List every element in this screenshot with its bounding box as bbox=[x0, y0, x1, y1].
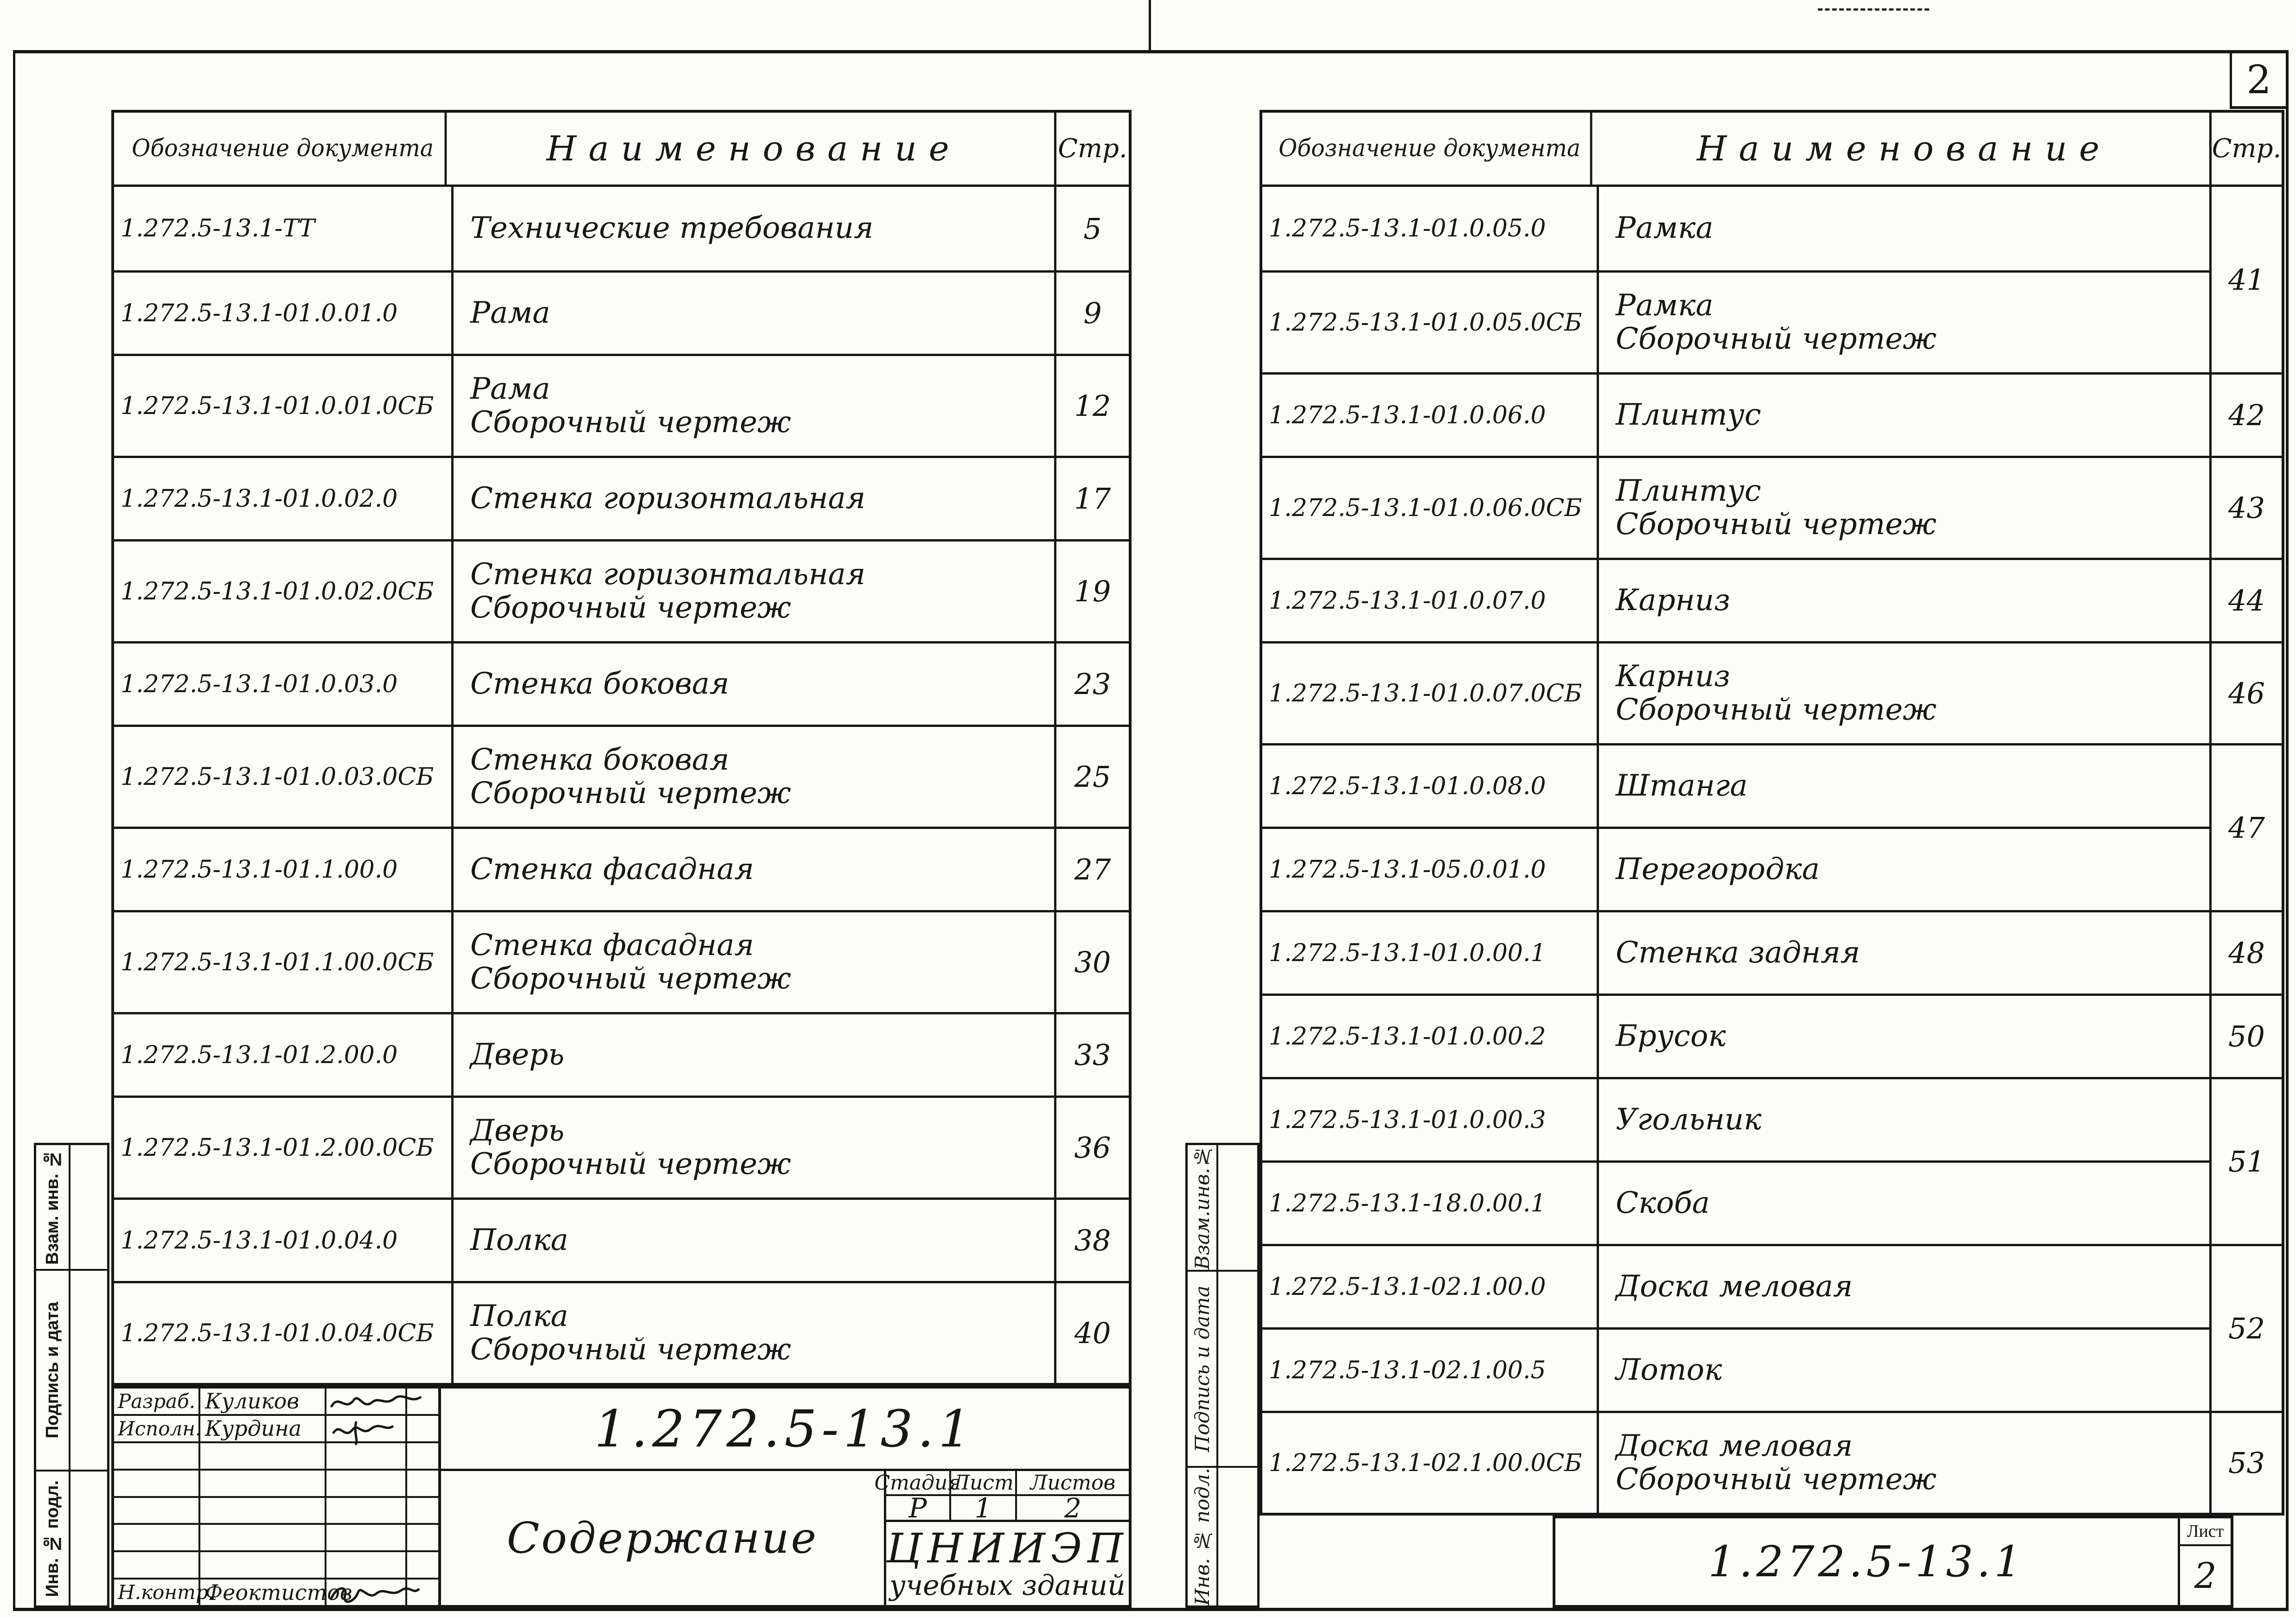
document-number: 1.272.5-13.1 bbox=[1708, 1537, 2025, 1586]
sheet-label: Лист bbox=[951, 1471, 1017, 1494]
name-cell: Стенка фасадная Сборочный чертеж bbox=[470, 928, 791, 996]
designation-cell: 1.272.5-13.1-01.0.02.0СБ bbox=[114, 541, 454, 641]
designation-cell: 1.272.5-13.1-01.0.05.0 bbox=[1262, 187, 1599, 270]
signature-cell bbox=[326, 1580, 407, 1605]
name-cell: Рамка Сборочный чертеж bbox=[1616, 288, 1937, 356]
designation-cell: 1.272.5-13.1-01.0.08.0 bbox=[1262, 745, 1599, 827]
page-cell-merged: 47 bbox=[2212, 743, 2282, 910]
header-name: Наименование bbox=[1696, 128, 2112, 169]
page-cell: 33 bbox=[1056, 1012, 1129, 1096]
table-row bbox=[114, 1198, 1054, 1281]
table-row bbox=[1262, 187, 2209, 270]
name-cell: Дверь bbox=[470, 1037, 564, 1072]
sidebar-empty-cell bbox=[70, 1145, 107, 1269]
page-cell: 40 bbox=[1056, 1281, 1129, 1383]
page-cell: 38 bbox=[1056, 1198, 1129, 1281]
header-designation: Обозначение документа bbox=[1269, 113, 1592, 185]
designation-cell: 1.272.5-13.1-01.1.00.0 bbox=[114, 829, 454, 910]
designation-cell: 1.272.5-13.1-01.0.00.3 bbox=[1262, 1079, 1599, 1160]
frame-left-line bbox=[13, 50, 15, 1611]
designation-cell: 1.272.5-13.1-01.0.00.1 bbox=[1262, 912, 1599, 994]
sidebar-empty-cell bbox=[1218, 1272, 1257, 1466]
page-cell: 48 bbox=[2212, 910, 2282, 994]
sidebar-label-cell bbox=[1188, 1145, 1218, 1270]
name-cell: Стенка горизонтальная bbox=[470, 481, 866, 516]
table-row bbox=[1262, 1160, 2209, 1244]
signature-row-ncontrol bbox=[114, 1580, 438, 1605]
designation-cell: 1.272.5-13.1-01.2.00.0СБ bbox=[114, 1098, 454, 1198]
table-row bbox=[1262, 827, 2209, 910]
label-vzam-inv: Взам. инв. № bbox=[42, 1149, 62, 1265]
signature-row-executor bbox=[114, 1416, 438, 1443]
table-row bbox=[114, 910, 1054, 1012]
sheet-label: Лист bbox=[2180, 1518, 2231, 1546]
role-label: Исполн. bbox=[114, 1416, 200, 1441]
page-cell: 53 bbox=[2212, 1411, 2282, 1513]
designation-cell: 1.272.5-13.1-01.0.04.0СБ bbox=[114, 1283, 454, 1383]
label-inv-podl: Инв. № подл. bbox=[42, 1480, 62, 1597]
page-cell: 30 bbox=[1056, 910, 1129, 1012]
designation-cell: 1.272.5-13.1-02.1.00.0 bbox=[1262, 1246, 1599, 1327]
sidebar-empty-cell bbox=[70, 1471, 107, 1605]
stage-block bbox=[874, 1471, 1129, 1605]
person-name: Феоктистов bbox=[200, 1580, 326, 1605]
name-cell: Рама bbox=[470, 295, 550, 330]
sidebar-label-cell bbox=[1188, 1272, 1218, 1466]
table-row bbox=[114, 187, 1054, 270]
page-cell: 50 bbox=[2212, 994, 2282, 1077]
name-cell: Дверь Сборочный чертеж bbox=[470, 1113, 791, 1181]
table-row bbox=[114, 1281, 1054, 1383]
label-inv-podl: Инв. № подл. bbox=[1190, 1468, 1214, 1605]
page-cell: 12 bbox=[1056, 354, 1129, 456]
scan-dash-artifact bbox=[1818, 8, 1929, 11]
signature-scribble bbox=[328, 1418, 403, 1446]
signature-grid bbox=[114, 1389, 441, 1605]
date-cell bbox=[407, 1416, 438, 1441]
role-label: Разраб. bbox=[114, 1389, 200, 1414]
table-row bbox=[1262, 994, 2209, 1077]
sidebar-section bbox=[36, 1271, 107, 1471]
page-cell: 44 bbox=[2212, 558, 2282, 641]
signature-scribble bbox=[328, 1390, 435, 1414]
designation-cell: 1.272.5-13.1-01.0.06.0СБ bbox=[1262, 458, 1599, 558]
sidebar-empty-cell bbox=[70, 1271, 107, 1470]
role-label: Н.контр. bbox=[114, 1580, 200, 1605]
name-cell: Доска меловая bbox=[1616, 1269, 1853, 1304]
contents-table-right bbox=[1260, 110, 2284, 1516]
table-row bbox=[1262, 1327, 2209, 1411]
signature-row-empty bbox=[114, 1525, 438, 1552]
designation-cell: 1.272.5-13.1-18.0.00.1 bbox=[1262, 1163, 1599, 1244]
table-row bbox=[1262, 910, 2209, 994]
name-cell: Рама Сборочный чертеж bbox=[470, 371, 791, 440]
sheets-value: 2 bbox=[1064, 1492, 1081, 1524]
page-cell: 27 bbox=[1056, 827, 1129, 910]
table-row bbox=[114, 456, 1054, 539]
title-block bbox=[111, 1386, 1132, 1608]
document-number: 1.272.5-13.1 bbox=[441, 1389, 1129, 1471]
page-cell: 42 bbox=[2212, 372, 2282, 456]
designation-cell: 1.272.5-13.1-01.0.06.0 bbox=[1262, 375, 1599, 456]
sidebar-label-cell bbox=[36, 1471, 70, 1605]
fold-mark bbox=[1149, 0, 1151, 51]
name-cell: Стенка боковая Сборочный чертеж bbox=[470, 742, 791, 810]
table-row bbox=[1262, 743, 2209, 827]
signature-row-empty bbox=[114, 1443, 438, 1471]
sidebar-section bbox=[36, 1471, 107, 1605]
name-cell: Доска меловая Сборочный чертеж bbox=[1616, 1428, 1937, 1497]
stamp-sidebar-left bbox=[34, 1143, 109, 1608]
name-cell: Лоток bbox=[1616, 1352, 1722, 1387]
designation-cell: 1.272.5-13.1-ТТ bbox=[114, 187, 454, 270]
table-row bbox=[1262, 1411, 2209, 1513]
page-cell: 19 bbox=[1056, 539, 1129, 641]
designation-cell: 1.272.5-13.1-01.0.03.0 bbox=[114, 643, 454, 725]
page-cell-merged: 51 bbox=[2212, 1077, 2282, 1244]
stage-value: Р bbox=[886, 1496, 951, 1520]
stage-label: Стадия bbox=[874, 1471, 961, 1495]
designation-cell: 1.272.5-13.1-01.0.04.0 bbox=[114, 1200, 454, 1281]
sidebar-label-cell bbox=[36, 1145, 70, 1269]
name-cell: Плинтус Сборочный чертеж bbox=[1616, 473, 1937, 541]
document-title: Содержание bbox=[441, 1471, 886, 1605]
table-row bbox=[114, 1012, 1054, 1096]
name-cell: Стенка боковая bbox=[470, 666, 729, 701]
name-cell: Штанга bbox=[1616, 768, 1748, 803]
designation-cell: 1.272.5-13.1-01.0.07.0СБ bbox=[1262, 643, 1599, 743]
designation-cell: 1.272.5-13.1-01.0.01.0СБ bbox=[114, 356, 454, 456]
table-row bbox=[1262, 1077, 2209, 1160]
sidebar-section bbox=[1188, 1272, 1257, 1468]
header-designation: Обозначение документа bbox=[121, 113, 447, 185]
name-cell: Полка Сборочный чертеж bbox=[470, 1299, 791, 1367]
sidebar-empty-cell bbox=[1218, 1468, 1257, 1605]
table-row bbox=[114, 354, 1054, 456]
sidebar-section bbox=[1188, 1468, 1257, 1605]
table-row bbox=[1262, 372, 2209, 456]
table-row bbox=[1262, 641, 2209, 743]
table-header bbox=[1262, 113, 2282, 187]
header-page: Стр. bbox=[1054, 113, 1129, 185]
designation-cell: 1.272.5-13.1-01.0.02.0 bbox=[114, 458, 454, 539]
organization-name: ЦНИИЭП bbox=[886, 1524, 1129, 1572]
frame-right-line bbox=[2286, 50, 2289, 1611]
name-cell: Полка bbox=[470, 1223, 569, 1257]
designation-cell: 1.272.5-13.1-01.0.01.0 bbox=[114, 273, 454, 354]
table-row bbox=[1262, 270, 2209, 372]
person-name: Куликов bbox=[200, 1389, 326, 1414]
page-cell: 23 bbox=[1056, 641, 1129, 725]
table-header bbox=[114, 113, 1129, 187]
table-row bbox=[114, 827, 1054, 910]
name-cell: Угольник bbox=[1616, 1102, 1762, 1137]
page-cell: 9 bbox=[1056, 270, 1129, 354]
page-cell-merged: 41 bbox=[2228, 262, 2265, 297]
page-cell: 5 bbox=[1083, 211, 1102, 246]
signature-row-empty bbox=[114, 1552, 438, 1580]
table-row bbox=[114, 641, 1054, 725]
signature-scribble bbox=[328, 1581, 421, 1608]
corner-stamp bbox=[1553, 1516, 2233, 1608]
table-row bbox=[114, 725, 1054, 827]
page-cell-merged: 52 bbox=[2212, 1244, 2282, 1411]
designation-cell: 1.272.5-13.1-02.1.00.0СБ bbox=[1262, 1413, 1599, 1513]
name-cell: Рамка bbox=[1616, 211, 1714, 246]
designation-cell: 1.272.5-13.1-01.0.03.0СБ bbox=[114, 727, 454, 827]
sidebar-section bbox=[1188, 1145, 1257, 1272]
label-vzam-inv: Взам.инв.№ bbox=[1190, 1145, 1214, 1270]
table-row bbox=[1262, 456, 2209, 558]
designation-cell: 1.272.5-13.1-01.0.07.0 bbox=[1262, 560, 1599, 641]
sidebar-label-cell bbox=[1188, 1468, 1218, 1605]
sheet-value: 2 bbox=[2194, 1555, 2217, 1596]
page-cell: 36 bbox=[1056, 1096, 1129, 1198]
name-cell: Плинтус bbox=[1616, 397, 1761, 432]
table-row bbox=[114, 539, 1054, 641]
table-row bbox=[1262, 1244, 2209, 1327]
sheets-label: Листов bbox=[1030, 1471, 1116, 1495]
page-cell: 46 bbox=[2212, 641, 2282, 743]
name-cell: Брусок bbox=[1616, 1019, 1726, 1053]
name-cell: Технические требования bbox=[470, 211, 874, 246]
sheet-value: 1 bbox=[951, 1496, 1017, 1520]
name-cell: Стенка горизонтальная Сборочный чертеж bbox=[470, 557, 866, 625]
table-row bbox=[114, 1096, 1054, 1198]
label-podpis-data: Подпись и дата bbox=[1190, 1285, 1214, 1452]
organization-subtitle: учебных зданий bbox=[889, 1569, 1126, 1602]
page-cell: 25 bbox=[1056, 725, 1129, 827]
designation-cell: 1.272.5-13.1-01.2.00.0 bbox=[114, 1014, 454, 1096]
header-name: Наименование bbox=[546, 128, 961, 169]
table-row bbox=[114, 270, 1054, 354]
name-cell: Скоба bbox=[1616, 1185, 1710, 1220]
person-name: Курдина bbox=[200, 1416, 326, 1441]
table-row bbox=[1262, 558, 2209, 641]
signature-cell bbox=[326, 1389, 407, 1414]
designation-cell: 1.272.5-13.1-01.0.00.2 bbox=[1262, 996, 1599, 1077]
sheet-number-box bbox=[2230, 53, 2286, 109]
signature-row-developer bbox=[114, 1389, 438, 1416]
sidebar-empty-cell bbox=[1218, 1145, 1257, 1270]
page-cell: 17 bbox=[1056, 456, 1129, 539]
header-page: Стр. bbox=[2209, 113, 2282, 185]
page-cell: 43 bbox=[2212, 456, 2282, 558]
name-cell: Карниз bbox=[1616, 583, 1730, 618]
stamp-sidebar-right bbox=[1185, 1143, 1260, 1608]
name-cell: Стенка фасадная bbox=[470, 852, 754, 886]
label-podpis-data: Подпись и дата bbox=[42, 1302, 62, 1439]
designation-cell: 1.272.5-13.1-02.1.00.5 bbox=[1262, 1330, 1599, 1411]
contents-table-left bbox=[111, 110, 1132, 1386]
designation-cell: 1.272.5-13.1-01.0.05.0СБ bbox=[1262, 273, 1599, 372]
sidebar-section bbox=[36, 1145, 107, 1271]
signature-cell bbox=[326, 1416, 407, 1441]
sheet-number: 2 bbox=[2246, 57, 2271, 102]
designation-cell: 1.272.5-13.1-05.0.01.0 bbox=[1262, 829, 1599, 910]
signature-row-empty bbox=[114, 1471, 438, 1498]
name-cell: Перегородка bbox=[1616, 852, 1820, 886]
organization bbox=[886, 1522, 1129, 1605]
sidebar-label-cell bbox=[36, 1271, 70, 1470]
signature-row-empty bbox=[114, 1498, 438, 1525]
designation-cell: 1.272.5-13.1-01.1.00.0СБ bbox=[114, 912, 454, 1012]
name-cell: Карниз Сборочный чертеж bbox=[1616, 659, 1937, 727]
name-cell: Стенка задняя bbox=[1616, 935, 1860, 970]
